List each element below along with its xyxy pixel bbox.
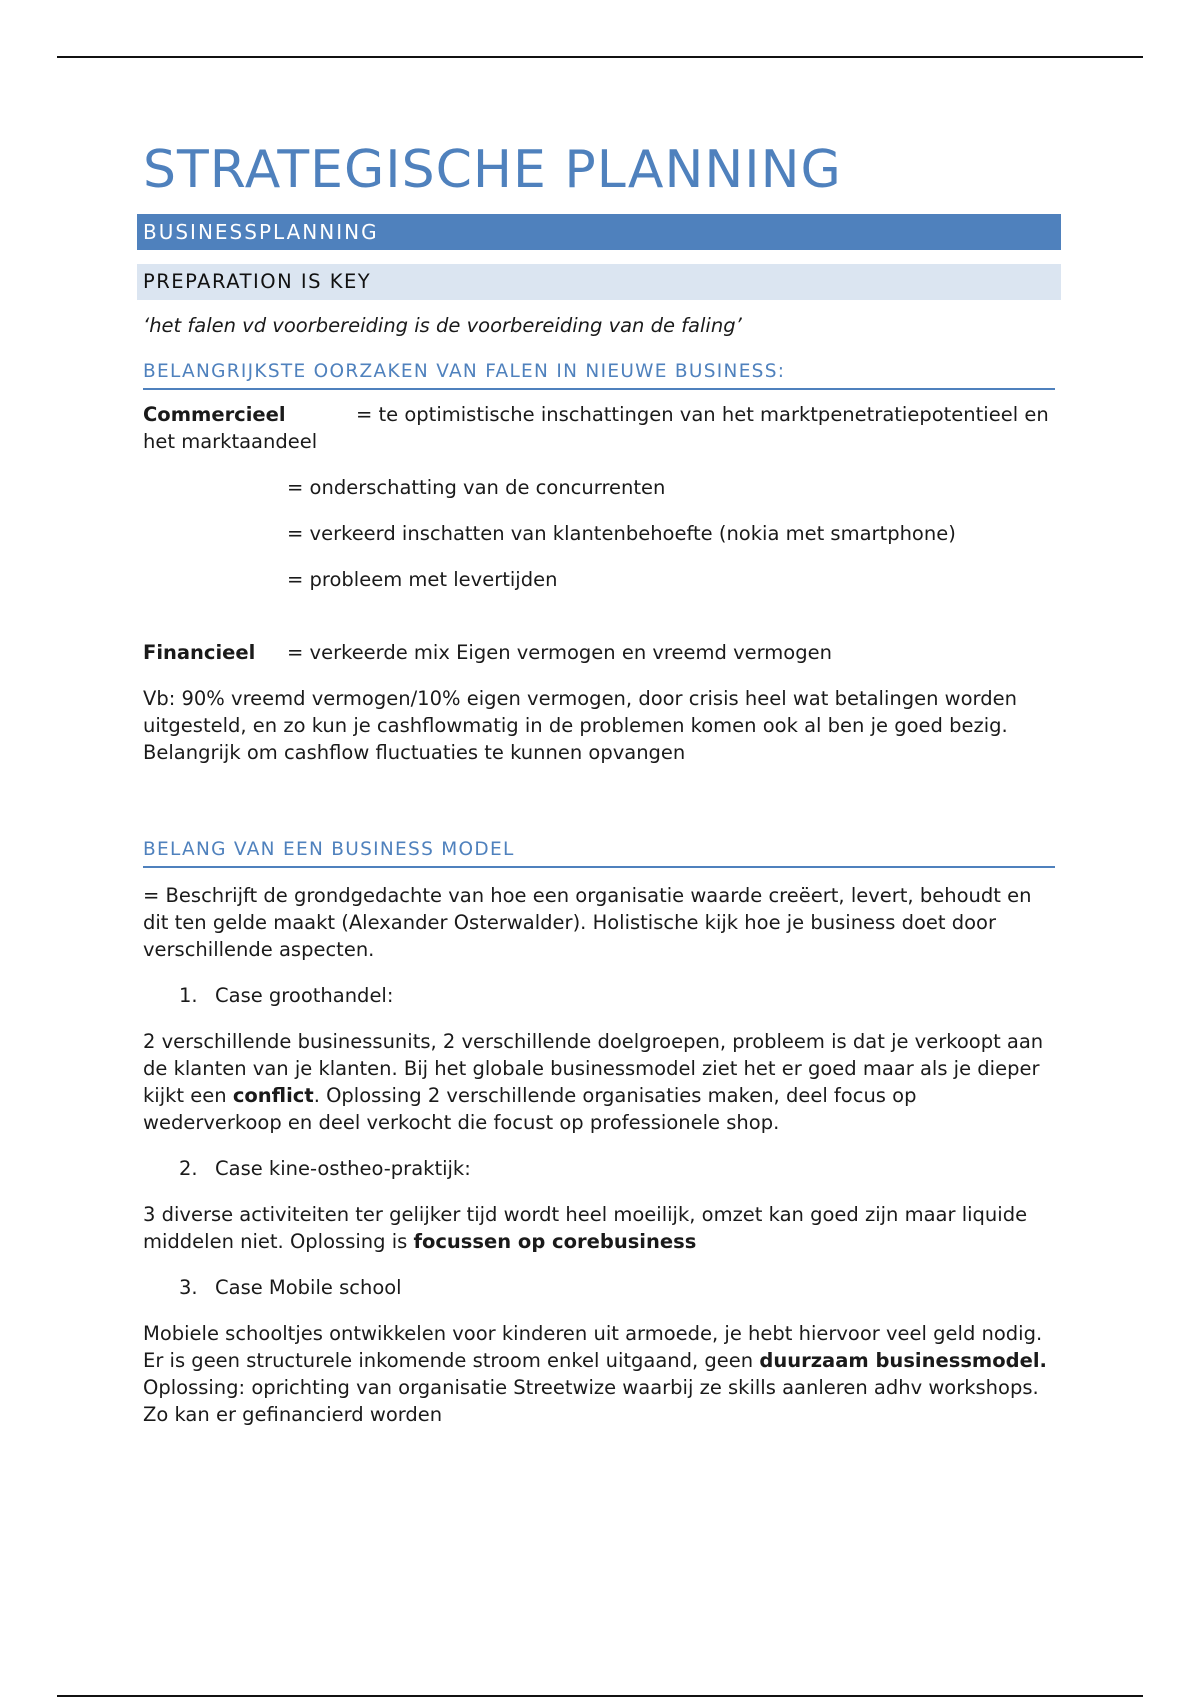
section-heading-businessplanning: BUSINESSPLANNING (137, 214, 1061, 250)
document-page (143, 140, 1061, 1428)
commercieel-label: Commercieel (143, 403, 286, 426)
commercieel-item: = verkeerd inschatten van klantenbehoefte (nokia met smartphone) (287, 522, 956, 545)
case-1-text (143, 1028, 1061, 1136)
case-3-text-b: Oplossing: oprichting van organisatie Streetwize waarbij ze skills aanleren adhv workshops. Zo kan er gefinancierd worden (143, 1376, 1039, 1426)
case-title: Case kine-ostheo-praktijk: (215, 1157, 471, 1180)
case-2-text-a: 3 diverse activiteiten ter gelijker tijd wordt heel moeilijk, omzet kan goed zijn maar liquide middelen niet. Oplossing is (143, 1203, 1028, 1253)
financieel-example: Vb: 90% vreemd vermogen/10% eigen vermogen, door crisis heel wat betalingen worden uitgesteld, en zo kun je cashflowmatig in de problemen komen ook al ben je goed bezig. Belangrijk om cashflow fluctuaties te kunnen opvangen (143, 687, 1017, 764)
bottom-border-line (57, 1695, 1143, 1697)
top-border-line (57, 56, 1143, 58)
financieel-text: = verkeerde mix Eigen vermogen en vreemd vermogen (287, 641, 832, 664)
case-number: 1. (179, 984, 198, 1007)
heading-business-model: BELANG VAN EEN BUSINESS MODEL (143, 836, 1055, 868)
case-3-text (143, 1320, 1061, 1428)
commercieel-item: = probleem met levertijden (287, 568, 558, 591)
commercieel-item: = onderschatting van de concurrenten (287, 476, 666, 499)
heading-causes: BELANGRIJKSTE OORZAKEN VAN FALEN IN NIEUWE BUSINESS: (143, 358, 1055, 390)
commercieel-first-item: = te optimistische inschattingen van het marktpenetratiepotentieel en het marktaandeel (143, 403, 1049, 453)
case-2-text (143, 1201, 1061, 1255)
subsection-heading-preparation: PREPARATION IS KEY (137, 264, 1061, 300)
commercieel-paragraph (143, 401, 1061, 455)
financieel-paragraph (143, 639, 1061, 666)
case-title: Case groothandel: (215, 984, 394, 1007)
financieel-label: Financieel (143, 641, 256, 664)
model-definition: = Beschrijft de grondgedachte van hoe een organisatie waarde creëert, levert, behoudt en dit ten gelde maakt (Alexander Osterwalder). Holistische kijk hoe je business doet door verschillende aspecten. (143, 884, 1032, 961)
case-item-1 (143, 982, 1061, 1009)
case-1-text-a: 2 verschillende businessunits, 2 verschillende doelgroepen, probleem is dat je verkoopt aan de klanten van je klanten. Bij het globale businessmodel ziet het er goed maar als je dieper kijkt een (143, 1030, 1044, 1107)
page-title: STRATEGISCHE PLANNING (143, 140, 842, 200)
case-1-bold: conflict (232, 1084, 314, 1107)
case-3-bold: duurzaam businessmodel. (759, 1349, 1047, 1372)
case-2-bold: focussen op corebusiness (413, 1230, 697, 1253)
quote: ‘het falen vd voorbereiding is de voorbereiding van de faling’ (143, 314, 742, 337)
case-3-text-a: Mobiele schooltjes ontwikkelen voor kinderen uit armoede, je hebt hiervoor veel geld nodig. Er is geen structurele inkomende stroom enkel uitgaand, geen (143, 1322, 1043, 1372)
case-item-3 (143, 1274, 1061, 1301)
case-1-text-b: . Oplossing 2 verschillende organisaties maken, deel focus op wederverkoop en deel verkocht die focust op professionele shop. (143, 1084, 917, 1134)
case-title: Case Mobile school (215, 1276, 402, 1299)
case-item-2 (143, 1155, 1061, 1182)
case-number: 2. (179, 1157, 198, 1180)
case-number: 3. (179, 1276, 198, 1299)
